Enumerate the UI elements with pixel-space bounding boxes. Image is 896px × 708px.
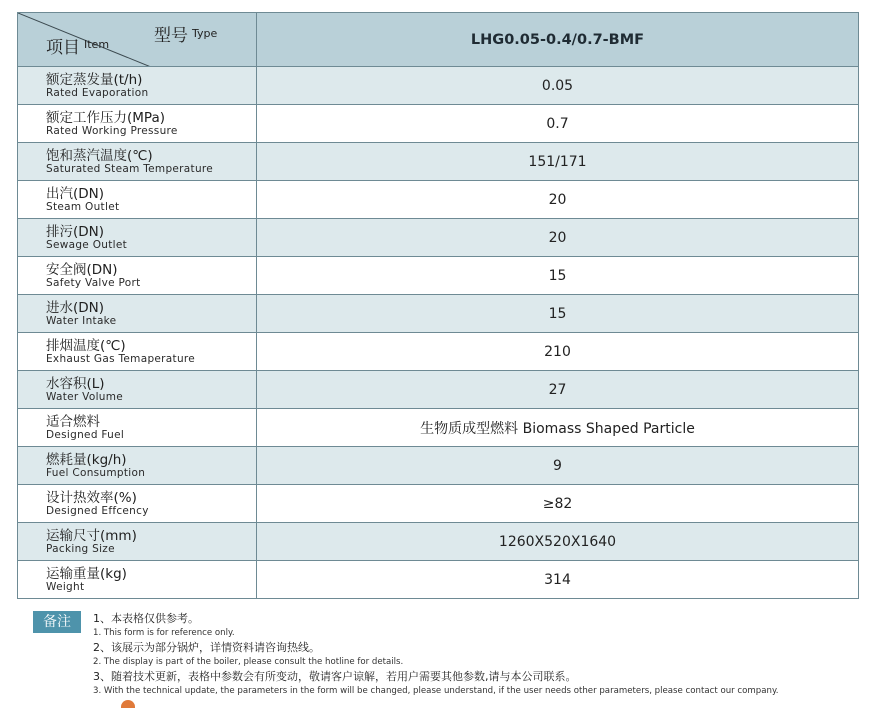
row-label-en: Exhaust Gas Temaperature bbox=[46, 352, 196, 365]
row-value: 1260X520X1640 bbox=[257, 523, 859, 561]
header-item-en: Item bbox=[84, 38, 110, 51]
row-value: 314 bbox=[257, 561, 859, 599]
row-label-cell bbox=[18, 143, 257, 181]
table-row bbox=[18, 295, 859, 333]
table-header-row bbox=[18, 13, 859, 67]
row-label-zh: 运输重量(kg) bbox=[46, 565, 127, 582]
table-row bbox=[18, 485, 859, 523]
row-label-en: Sewage Outlet bbox=[46, 238, 128, 251]
row-label-en: Water Intake bbox=[46, 314, 117, 327]
row-value: 9 bbox=[257, 447, 859, 485]
row-label-zh: 水容积(L) bbox=[46, 375, 105, 392]
table-row bbox=[18, 447, 859, 485]
header-item-zh: 项目 bbox=[46, 38, 80, 58]
row-label-cell bbox=[18, 333, 257, 371]
row-label-en: Packing Size bbox=[46, 542, 115, 555]
table-row bbox=[18, 409, 859, 447]
row-label-zh: 安全阀(DN) bbox=[46, 261, 118, 278]
row-label-cell bbox=[18, 485, 257, 523]
row-value: 20 bbox=[257, 219, 859, 257]
note-line-en: 1. This form is for reference only. bbox=[93, 628, 235, 638]
page-marker-shape bbox=[121, 700, 135, 708]
row-value: 20 bbox=[257, 181, 859, 219]
table-row bbox=[18, 143, 859, 181]
row-label-zh: 适合燃料 bbox=[46, 413, 100, 430]
row-label-cell bbox=[18, 409, 257, 447]
table-row bbox=[18, 523, 859, 561]
row-label-zh: 排污(DN) bbox=[46, 223, 105, 240]
row-value: 0.05 bbox=[257, 67, 859, 105]
row-label-en: Designed Effcency bbox=[46, 504, 149, 517]
row-label-cell bbox=[18, 257, 257, 295]
row-label-cell bbox=[18, 181, 257, 219]
note-line-zh: 3、随着技术更新，表格中参数会有所变动，敬请客户谅解，若用户需要其他参数,请与本公司联系。 bbox=[93, 670, 577, 683]
row-value: 15 bbox=[257, 295, 859, 333]
row-label-en: Fuel Consumption bbox=[46, 466, 146, 479]
header-item-type-cell bbox=[18, 13, 257, 67]
note-line-zh: 1、本表格仅供参考。 bbox=[93, 612, 199, 625]
row-label-zh: 饱和蒸汽温度(℃) bbox=[46, 147, 153, 164]
table-row bbox=[18, 333, 859, 371]
note-line-zh: 2、该展示为部分锅炉，详情资料请咨询热线。 bbox=[93, 641, 320, 654]
row-value: 15 bbox=[257, 257, 859, 295]
row-label-cell bbox=[18, 447, 257, 485]
row-label-zh: 进水(DN) bbox=[46, 299, 105, 316]
row-label-zh: 运输尺寸(mm) bbox=[46, 527, 137, 544]
row-label-cell bbox=[18, 105, 257, 143]
table-row bbox=[18, 371, 859, 409]
spec-table bbox=[17, 12, 859, 599]
row-value: 生物质成型燃料 Biomass Shaped Particle bbox=[257, 409, 859, 447]
row-label-cell bbox=[18, 295, 257, 333]
table-row bbox=[18, 257, 859, 295]
row-label-en: Designed Fuel bbox=[46, 428, 125, 441]
spec-rows bbox=[18, 67, 859, 599]
row-label-cell bbox=[18, 67, 257, 105]
row-label-zh: 燃耗量(kg/h) bbox=[46, 451, 127, 468]
table-row bbox=[18, 219, 859, 257]
row-label-en: Water Volume bbox=[46, 390, 124, 403]
row-label-zh: 额定蒸发量(t/h) bbox=[46, 71, 143, 88]
row-label-en: Saturated Steam Temperature bbox=[46, 162, 214, 175]
notes-label: 备注 bbox=[33, 611, 81, 633]
row-value: 151/171 bbox=[257, 143, 859, 181]
row-value: 210 bbox=[257, 333, 859, 371]
row-label-cell bbox=[18, 371, 257, 409]
table-row bbox=[18, 67, 859, 105]
row-label-en: Weight bbox=[46, 580, 85, 593]
model-name: LHG0.05-0.4/0.7-BMF bbox=[257, 13, 859, 67]
row-label-en: Steam Outlet bbox=[46, 200, 120, 213]
row-label-cell bbox=[18, 561, 257, 599]
row-value: 27 bbox=[257, 371, 859, 409]
row-label-zh: 排烟温度(℃) bbox=[46, 337, 126, 354]
row-label-en: Rated Evaporation bbox=[46, 86, 149, 99]
row-label-zh: 设计热效率(%) bbox=[46, 489, 137, 506]
row-label-en: Rated Working Pressure bbox=[46, 124, 178, 137]
notes-lines bbox=[93, 611, 883, 698]
row-label-cell bbox=[18, 219, 257, 257]
note-line-en: 3. With the technical update, the parameters in the form will be changed, please understand, if the user needs other parameters, please contact our company. bbox=[93, 686, 779, 696]
header-type-zh: 型号 bbox=[154, 26, 188, 46]
note-line-en: 2. The display is part of the boiler, please consult the hotline for details. bbox=[93, 657, 404, 667]
row-label-en: Safety Valve Port bbox=[46, 276, 141, 289]
row-label-cell bbox=[18, 523, 257, 561]
row-value: 0.7 bbox=[257, 105, 859, 143]
row-value: ≥82 bbox=[257, 485, 859, 523]
table-row bbox=[18, 181, 859, 219]
table-row bbox=[18, 561, 859, 599]
row-label-zh: 出汽(DN) bbox=[46, 185, 105, 202]
header-type-en: Type bbox=[192, 27, 218, 40]
table-row bbox=[18, 105, 859, 143]
row-label-zh: 额定工作压力(MPa) bbox=[46, 109, 165, 126]
